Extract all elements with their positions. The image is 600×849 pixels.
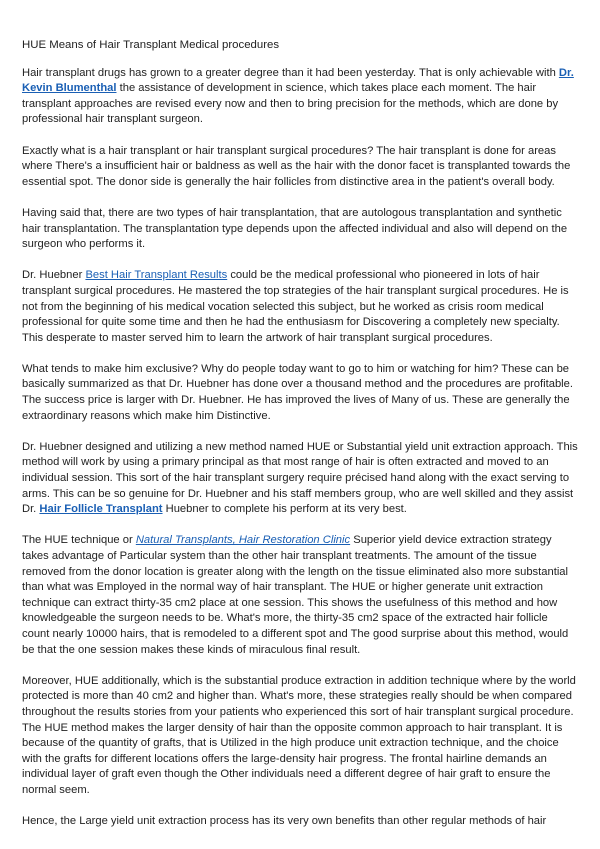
link-kevin-blumenthal[interactable]: Dr. Kevin Blumenthal	[22, 66, 574, 95]
paragraph-what-is: Exactly what is a hair transplant or hair transplant surgical procedures? The hair transplant is done for areas where There's a insufficient hair or baldness as well as the hair with the donor facet is transplanted towards the essential spot. The donor side is generally the hair follicles from distinctive area in the patient's overall body.	[22, 144, 571, 188]
paragraph-text: Dr. Huebner	[22, 269, 86, 282]
link-best-hair-transplant-results[interactable]: Best Hair Transplant Results	[85, 269, 228, 282]
paragraph-types: Having said that, there are two types of hair transplantation, that are autologous transplantation and synthetic hair transplantation. The transplantation type depends upon the affected individual and also will depend on the surgeon who performs it.	[22, 206, 568, 251]
paragraph-text: the assistance of development in science, which takes place each moment. The hair transplant approaches are revised every now and then to bring precision for the methods, which are done by professional hair transplant surgeon.	[22, 82, 559, 126]
paragraph-hence: Hence, the Large yield unit extraction process has its very own benefits than other regular methods of hair	[22, 815, 547, 828]
link-hair-follicle-transplant[interactable]: Hair Follicle Transplant	[39, 503, 163, 516]
paragraph-hue-technique	[22, 533, 578, 658]
paragraph-text: could be the medical professional who pioneered in lots of hair transplant surgical procedures. He mastered the top strategies of the hair transplant surgical procedures. He is not from the beginning of his medical vocation selected this subject, but he worked as crisis room medical professional for quite some time and then he had the enthusiasm for Discovering a completely new specialty. This desperate to master served him to learn the artwork of hair transplant surgical procedures.	[22, 269, 569, 344]
paragraph-hue-method	[22, 440, 578, 518]
document-title: HUE Means of Hair Transplant Medical procedures	[22, 39, 280, 51]
paragraph-text: Superior yield device extraction strategy takes advantage of Particular system than the other hair transplant treatments. The amount of the tissue removed from the donor location is greater along with the length on the tissue eliminated also more substantial than what was Employed in the normal way of hair transplant. The HUE or higher generate unit extraction technique can extract thirty-35 cm2 place at one session. This shows the usefulness of this method and how knowledgeable the surgeon needs to be. What's more, the thirty-35 cm2 space of the extracted hair follicle count nearly 10000 hairs, that is remodeled to a different spot and The good surprise about this method, would be that the one session makes these kinds of miraculous final result.	[22, 534, 569, 656]
paragraph-intro	[22, 66, 578, 128]
paragraph-text: The HUE technique or	[22, 534, 136, 547]
paragraph-exclusive: What tends to make him exclusive? Why do people today want to go to him or watching for him? These can be basically summarized as that Dr. Huebner has done over a thousand method and the procedures are profitable. The success price is larger with Dr. Huebner. He has improved the lives of Many of us. These are generally the extraordinary reasons which make him Distinctive.	[22, 362, 573, 422]
paragraph-text: Hair transplant drugs has grown to a greater degree than it had been yesterday. That is only achievable with	[22, 66, 559, 79]
paragraph-text: Huebner to complete his perform at its very best.	[162, 503, 407, 516]
paragraph-hue-plus: Moreover, HUE additionally, which is the substantial produce extraction in addition technique where by the world protected is more than 40 cm2 and higher than. What's more, these strategies really should be when compared throughout the results stories from your patients who experienced this sort of hair transplant surgical procedure. The HUE method makes the larger density of hair than the opposite common approach to hair transplant. It is because of the quantity of grafts, that is Utilized in the high produce unit extraction technique, and the choice with the grafts for different locations offers the large-density hair progress. The frontal hairline demands an individual layer of graft even though the Other individuals need a different degree of hair graft to ensure the normal seem.	[22, 674, 576, 796]
paragraph-huebner	[22, 268, 578, 346]
link-natural-transplants[interactable]: Natural Transplants, Hair Restoration Clinic	[135, 534, 351, 547]
paragraph-text: Dr. Huebner designed and utilizing a new method named HUE or Substantial yield unit extraction approach. This method will work by using a primary principal as that most range of hair is often extracted and moved to an individual session. This sort of the hair transplant surgery require précised hand along with the exact serving to arms. This can be so genuine for Dr. Huebner and his staff members group, who are well skilled and they assist Dr.	[22, 440, 578, 516]
